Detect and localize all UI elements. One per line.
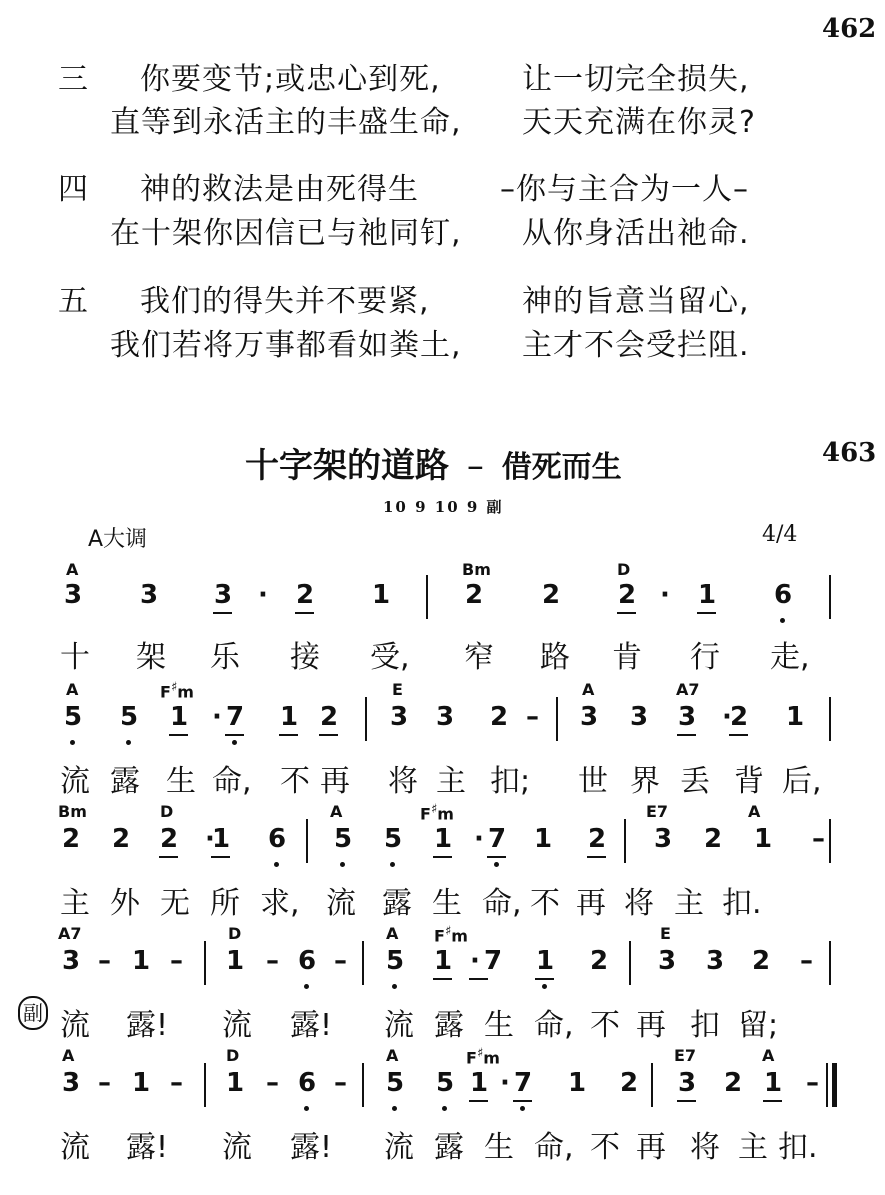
lyric-syllable: 露 (434, 1130, 464, 1165)
eighth-underline (433, 978, 452, 980)
dash-hold: – (812, 824, 825, 854)
chord-symbol: A (66, 560, 79, 579)
note: 2 (62, 824, 81, 854)
lyric-syllable: 露! (290, 1130, 333, 1165)
note: 1 (764, 1068, 783, 1098)
note: 2 (320, 702, 339, 732)
lyric-syllable: 命, (534, 1008, 574, 1043)
chord-symbol: A (748, 802, 761, 821)
note: 3 (390, 702, 409, 732)
bar-line (829, 941, 831, 985)
note: 1 (754, 824, 773, 854)
note: 3 (658, 946, 677, 976)
eighth-underline (225, 734, 244, 736)
octave-dot (304, 984, 309, 989)
final-barline-thin (826, 1063, 828, 1107)
lyric-syllable: 乐 (210, 640, 240, 675)
note: 3 (678, 702, 697, 732)
lyric-syllable: 流 (60, 764, 90, 799)
lyric-syllable: 再 (320, 764, 350, 799)
dash-hold: – (334, 946, 347, 976)
note: 1 (434, 824, 453, 854)
note: 5 (120, 702, 139, 732)
lyric-syllable: 不 (590, 1008, 620, 1043)
note: 2 (704, 824, 723, 854)
chord-symbol: Bm (462, 560, 491, 579)
lyric-syllable: 求, (260, 886, 300, 921)
bar-line (624, 819, 626, 863)
dot-mark: · (500, 1068, 510, 1098)
bar-line (362, 1063, 364, 1107)
note: 2 (542, 580, 561, 610)
lyric-syllable: 扣. (722, 886, 762, 921)
lyric-syllable: 无 (160, 886, 190, 921)
verse-line: 在十架你因信已与祂同钉, (110, 216, 462, 251)
lyric-syllable: 生 (432, 886, 462, 921)
lyric-syllable: 命, (482, 886, 522, 921)
chord-symbol: A (582, 680, 595, 699)
dash-hold: – (98, 946, 111, 976)
octave-dot (780, 618, 785, 623)
lyric-syllable: 将 (690, 1130, 720, 1165)
chord-symbol: E (660, 924, 671, 943)
chord-symbol: A (386, 1046, 399, 1065)
dash-hold: – (800, 946, 813, 976)
lyric-syllable: 背 (734, 764, 764, 799)
eighth-underline (159, 856, 178, 858)
lyric-syllable: 扣; (490, 764, 531, 799)
note: 2 (490, 702, 509, 732)
chord-symbol: A (762, 1046, 775, 1065)
lyric-syllable: 行 (690, 640, 720, 675)
note: 1 (698, 580, 717, 610)
verse-line: 神的旨意当留心, (522, 284, 750, 319)
chord-symbol: F♯m (160, 680, 194, 702)
note: 3 (436, 702, 455, 732)
note: 5 (436, 1068, 455, 1098)
bar-line (629, 941, 631, 985)
note: 2 (112, 824, 131, 854)
verse-line: 直等到永活主的丰盛生命, (110, 105, 462, 140)
octave-dot (274, 862, 279, 867)
lyric-syllable: 界 (630, 764, 660, 799)
octave-dot (126, 740, 131, 745)
lyric-syllable: 肯 (612, 640, 642, 675)
final-barline-thick (832, 1063, 837, 1107)
dash-hold: – (98, 1068, 111, 1098)
verse-number: 四 (58, 172, 89, 207)
octave-dot (232, 740, 237, 745)
octave-dot (304, 1106, 309, 1111)
hymn-title (245, 438, 622, 487)
note: 7 (514, 1068, 533, 1098)
lyric-syllable: 再 (636, 1008, 666, 1043)
lyric-syllable: 露 (110, 764, 140, 799)
octave-dot (392, 984, 397, 989)
chord-symbol: A7 (676, 680, 700, 699)
note: 2 (618, 580, 637, 610)
lyric-syllable: 流 (326, 886, 356, 921)
lyric-syllable: 不 (590, 1130, 620, 1165)
lyric-syllable: 主 (60, 886, 90, 921)
lyric-syllable: 外 (110, 886, 140, 921)
lyric-syllable: 流 (222, 1130, 252, 1165)
note: 3 (580, 702, 599, 732)
lyric-syllable: 窄 (464, 640, 494, 675)
verse-line: –你与主合为一人– (500, 172, 749, 207)
note: 5 (386, 1068, 405, 1098)
chord-symbol: E7 (646, 802, 669, 821)
lyric-syllable: 露 (382, 886, 412, 921)
title-dash: – (466, 446, 484, 486)
dot-mark: · (205, 824, 215, 854)
dot-mark: · (660, 580, 670, 610)
eighth-underline (433, 856, 452, 858)
lyric-syllable: 生 (166, 764, 196, 799)
dash-hold: – (266, 1068, 279, 1098)
note: 3 (706, 946, 725, 976)
verse-line: 从你身活出祂命. (522, 216, 750, 251)
verse-line: 你要变节;或忠心到死, (140, 62, 441, 97)
note: 3 (62, 946, 81, 976)
chord-symbol: F♯m (434, 924, 468, 946)
lyric-syllable: 再 (636, 1130, 666, 1165)
eighth-underline (763, 1100, 782, 1102)
note: 6 (774, 580, 793, 610)
note: 1 (226, 1068, 245, 1098)
lyric-syllable: 主 (738, 1130, 768, 1165)
octave-dot (70, 740, 75, 745)
dot-mark: · (722, 702, 732, 732)
eighth-underline (469, 978, 488, 980)
note: 1 (170, 702, 189, 732)
verse-line: 让一切完全损失, (522, 62, 750, 97)
lyric-syllable: 命, (534, 1130, 574, 1165)
note: 2 (160, 824, 179, 854)
bar-line (651, 1063, 653, 1107)
octave-dot (340, 862, 345, 867)
hymn-subtitle: 借死而生 (501, 450, 622, 485)
note: 3 (630, 702, 649, 732)
lyric-syllable: 世 (578, 764, 608, 799)
verse-number: 五 (58, 284, 89, 319)
eighth-underline (469, 1100, 488, 1102)
time-signature: 4/4 (762, 522, 798, 547)
lyric-syllable: 扣 (690, 1008, 720, 1043)
note: 7 (484, 946, 503, 976)
note: 2 (724, 1068, 743, 1098)
lyric-syllable: 所 (210, 886, 240, 921)
key-signature: A大调 (88, 527, 148, 552)
chord-symbol: Bm (58, 802, 87, 821)
bar-line (829, 697, 831, 741)
lyric-syllable: 流 (60, 1130, 90, 1165)
lyric-syllable: 丢 (680, 764, 710, 799)
lyric-syllable: 流 (60, 1008, 90, 1043)
octave-dot (442, 1106, 447, 1111)
note: 6 (268, 824, 287, 854)
eighth-underline (617, 612, 636, 614)
eighth-underline (211, 856, 230, 858)
eighth-underline (279, 734, 298, 736)
note: 3 (64, 580, 83, 610)
verse-line: 我们的得失并不要紧, (140, 284, 430, 319)
note: 1 (132, 1068, 151, 1098)
note: 3 (654, 824, 673, 854)
note: 5 (384, 824, 403, 854)
note: 2 (296, 580, 315, 610)
chord-symbol: A (386, 924, 399, 943)
bar-line (829, 819, 831, 863)
lyric-syllable: 将 (388, 764, 418, 799)
eighth-underline (535, 978, 554, 980)
note: 2 (590, 946, 609, 976)
bar-line (306, 819, 308, 863)
bar-line (556, 697, 558, 741)
chord-symbol: A (330, 802, 343, 821)
chord-symbol: F♯m (466, 1046, 500, 1068)
lyric-syllable: 生 (484, 1008, 514, 1043)
bar-line (829, 575, 831, 619)
note: 2 (588, 824, 607, 854)
note: 1 (372, 580, 391, 610)
dash-hold: – (334, 1068, 347, 1098)
eighth-underline (487, 856, 506, 858)
lyric-syllable: 露! (126, 1008, 169, 1043)
dash-hold: – (806, 1068, 819, 1098)
chorus-mark (18, 996, 48, 1030)
note: 6 (298, 946, 317, 976)
lyric-syllable: 架 (136, 640, 166, 675)
dot-mark: · (212, 702, 222, 732)
chord-symbol: E7 (674, 1046, 697, 1065)
bar-line (426, 575, 428, 619)
note: 1 (568, 1068, 587, 1098)
note: 1 (212, 824, 231, 854)
lyric-syllable: 路 (540, 640, 570, 675)
chord-symbol: D (226, 1046, 240, 1065)
chord-symbol: D (617, 560, 631, 579)
note: 1 (786, 702, 805, 732)
lyric-syllable: 露 (434, 1008, 464, 1043)
chord-symbol: E (392, 680, 403, 699)
chord-symbol: D (160, 802, 174, 821)
lyric-syllable: 主 (436, 764, 466, 799)
dash-hold: – (170, 1068, 183, 1098)
bar-line (362, 941, 364, 985)
lyric-syllable: 露! (126, 1130, 169, 1165)
note: 5 (64, 702, 83, 732)
note: 3 (214, 580, 233, 610)
eighth-underline (169, 734, 188, 736)
eighth-underline (319, 734, 338, 736)
bar-line (204, 1063, 206, 1107)
lyric-syllable: 流 (384, 1008, 414, 1043)
chord-symbol: F♯m (420, 802, 454, 824)
note: 2 (620, 1068, 639, 1098)
dot-mark: · (470, 946, 480, 976)
bar-line (365, 697, 367, 741)
lyric-syllable: 接 (290, 640, 320, 675)
eighth-underline (295, 612, 314, 614)
lyric-syllable: 受, (370, 640, 410, 675)
note: 1 (280, 702, 299, 732)
lyric-syllable: 不 (280, 764, 310, 799)
dash-hold: – (170, 946, 183, 976)
lyric-syllable: 生 (484, 1130, 514, 1165)
dash-hold: – (526, 702, 539, 732)
lyric-syllable: 不 (530, 886, 560, 921)
octave-dot (520, 1106, 525, 1111)
lyric-syllable: 扣. (778, 1130, 818, 1165)
verse-line: 天天充满在你灵? (522, 105, 756, 140)
lyric-syllable: 流 (384, 1130, 414, 1165)
eighth-underline (697, 612, 716, 614)
octave-dot (542, 984, 547, 989)
eighth-underline (213, 612, 232, 614)
lyric-syllable: 后, (782, 764, 822, 799)
note: 1 (470, 1068, 489, 1098)
eighth-underline (513, 1100, 532, 1102)
note: 2 (465, 580, 484, 610)
lyric-syllable: 将 (624, 886, 654, 921)
lyric-syllable: 流 (222, 1008, 252, 1043)
eighth-underline (677, 1100, 696, 1102)
octave-dot (390, 862, 395, 867)
lyric-syllable: 命, (212, 764, 252, 799)
lyric-syllable: 留; (738, 1008, 779, 1043)
chord-symbol: A (66, 680, 79, 699)
eighth-underline (587, 856, 606, 858)
dash-hold: – (266, 946, 279, 976)
chord-symbol: A (62, 1046, 75, 1065)
eighth-underline (677, 734, 696, 736)
verse-line: 神的救法是由死得生 (140, 172, 419, 207)
bar-line (204, 941, 206, 985)
note: 5 (386, 946, 405, 976)
chord-symbol: D (228, 924, 242, 943)
note: 1 (226, 946, 245, 976)
hymn-number: 463 (822, 438, 877, 468)
octave-dot (392, 1106, 397, 1111)
note: 1 (132, 946, 151, 976)
verse-line: 主才不会受拦阻. (522, 328, 750, 363)
note: 1 (536, 946, 555, 976)
dot-mark: · (474, 824, 484, 854)
verse-line: 我们若将万事都看如粪土, (110, 328, 462, 363)
note: 2 (730, 702, 749, 732)
chord-symbol: A7 (58, 924, 82, 943)
note: 7 (488, 824, 507, 854)
note: 2 (752, 946, 771, 976)
octave-dot (494, 862, 499, 867)
lyric-syllable: 露! (290, 1008, 333, 1043)
eighth-underline (729, 734, 748, 736)
note: 3 (678, 1068, 697, 1098)
note: 7 (226, 702, 245, 732)
note: 5 (334, 824, 353, 854)
note: 3 (62, 1068, 81, 1098)
verse-number: 三 (58, 62, 89, 97)
meter: 10 9 10 9 副 (383, 498, 504, 516)
hymn-title-main: 十字架的道路 (245, 446, 449, 486)
dot-mark: · (258, 580, 268, 610)
lyric-syllable: 十 (60, 640, 90, 675)
note: 1 (534, 824, 553, 854)
lyric-syllable: 走, (770, 640, 810, 675)
note: 6 (298, 1068, 317, 1098)
page-number: 462 (822, 14, 877, 44)
chorus-label: 副 (23, 1001, 43, 1025)
note: 3 (140, 580, 159, 610)
lyric-syllable: 再 (576, 886, 606, 921)
lyric-syllable: 主 (674, 886, 704, 921)
note: 1 (434, 946, 453, 976)
